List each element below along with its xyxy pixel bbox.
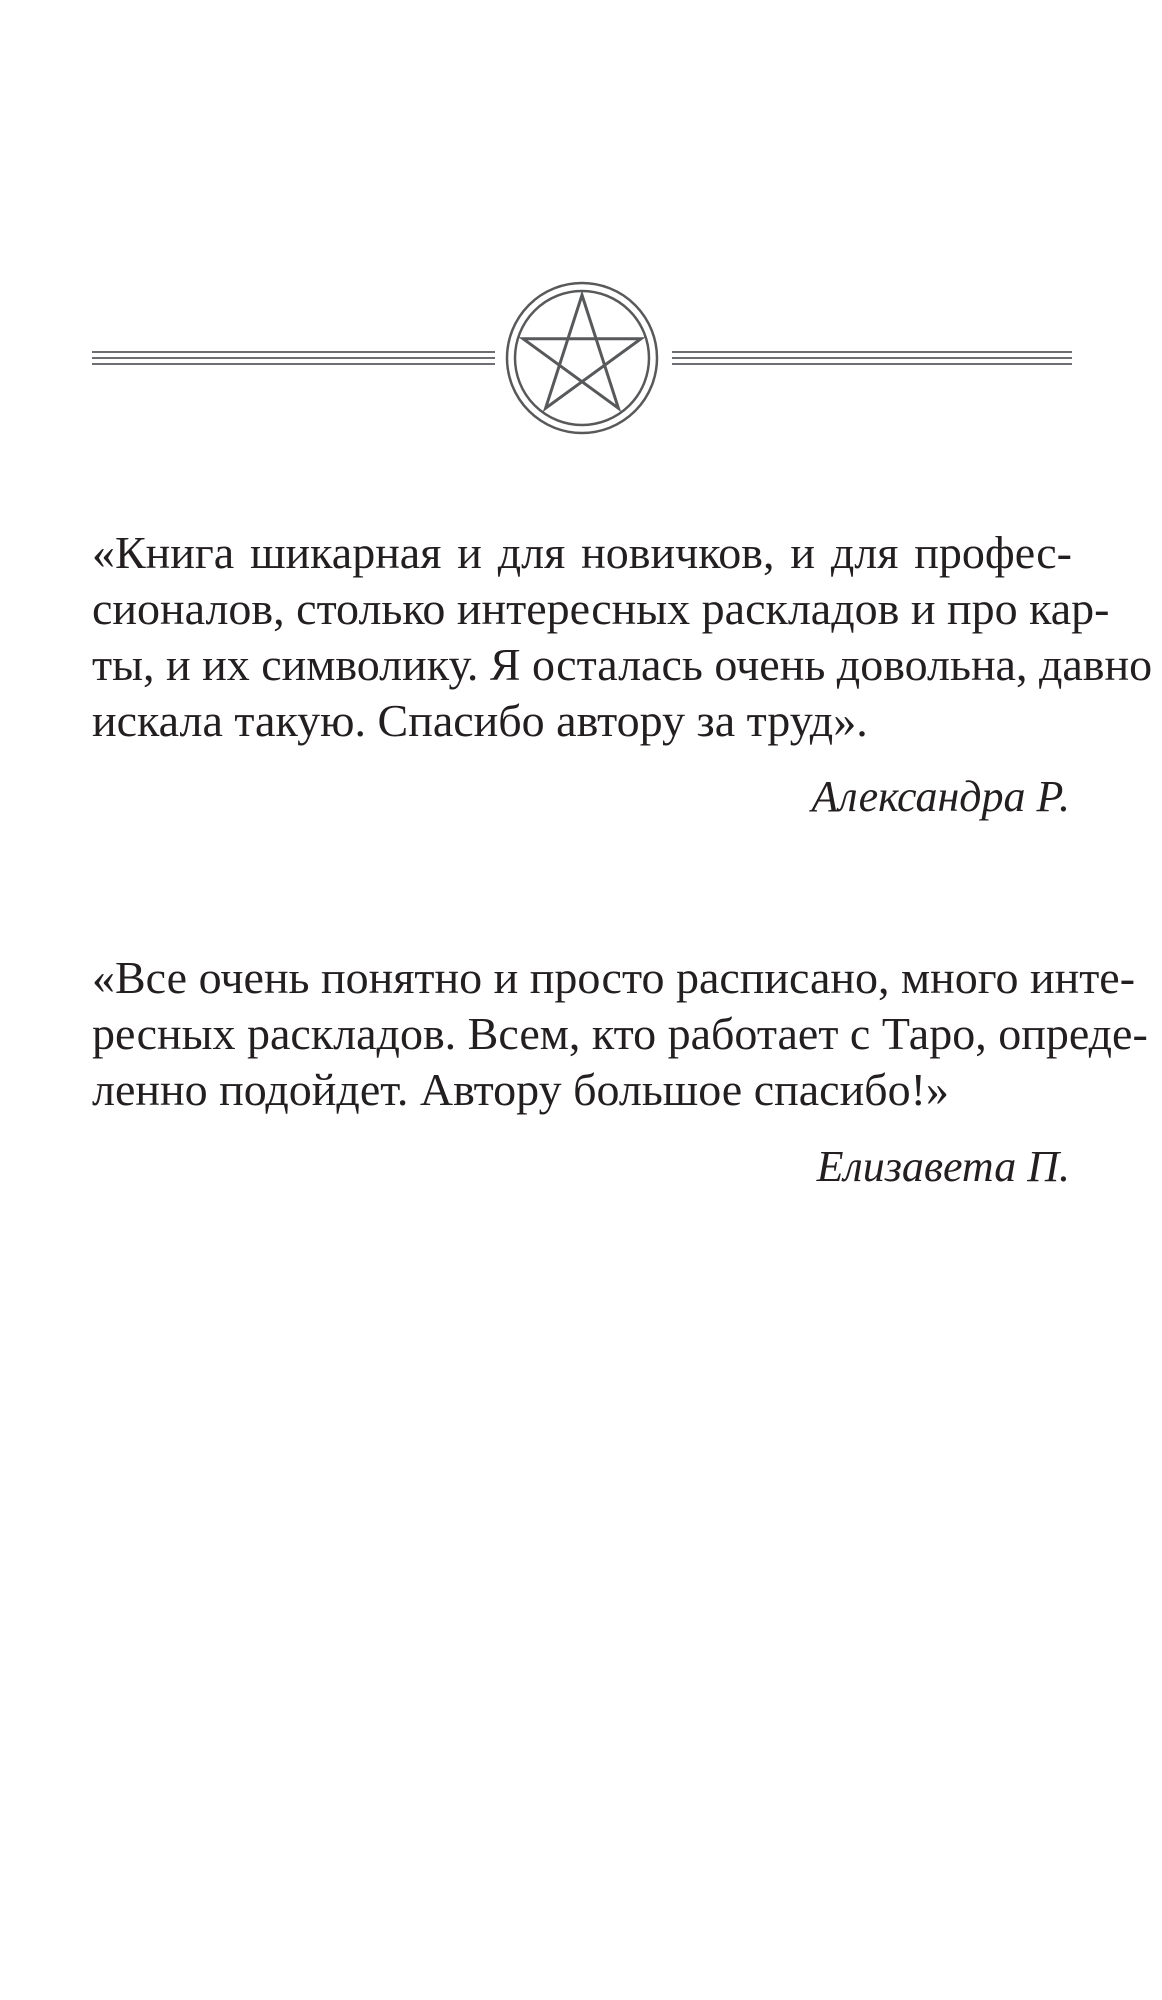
testimonial-quote-2 (92, 950, 1148, 1118)
testimonial-author-2: Елизавета П. (816, 1142, 1070, 1191)
header-ornament (0, 0, 1162, 460)
quote-line: искала такую. Спасибо автору за труд». (92, 695, 868, 746)
quote-line: ресных раскладов. Всем, кто работает с Таро, опреде- (92, 1008, 1148, 1059)
testimonial-author-1: Александра Р. (811, 772, 1070, 821)
quote-line: сионалов, столько интересных раскладов и про кар- (92, 583, 1110, 634)
quote-line: ты, и их символику. Я осталась очень довольна, давно (92, 639, 1153, 690)
quote-line: «Все очень понятно и просто расписано, много инте- (92, 952, 1136, 1003)
testimonial-quote-1 (92, 525, 1153, 749)
quote-line: «Книга шикарная и для новичков, и для профес- (92, 527, 1072, 578)
quote-line: ленно подойдет. Автору большое спасибо!» (92, 1064, 949, 1115)
pentagram-icon (507, 283, 657, 433)
